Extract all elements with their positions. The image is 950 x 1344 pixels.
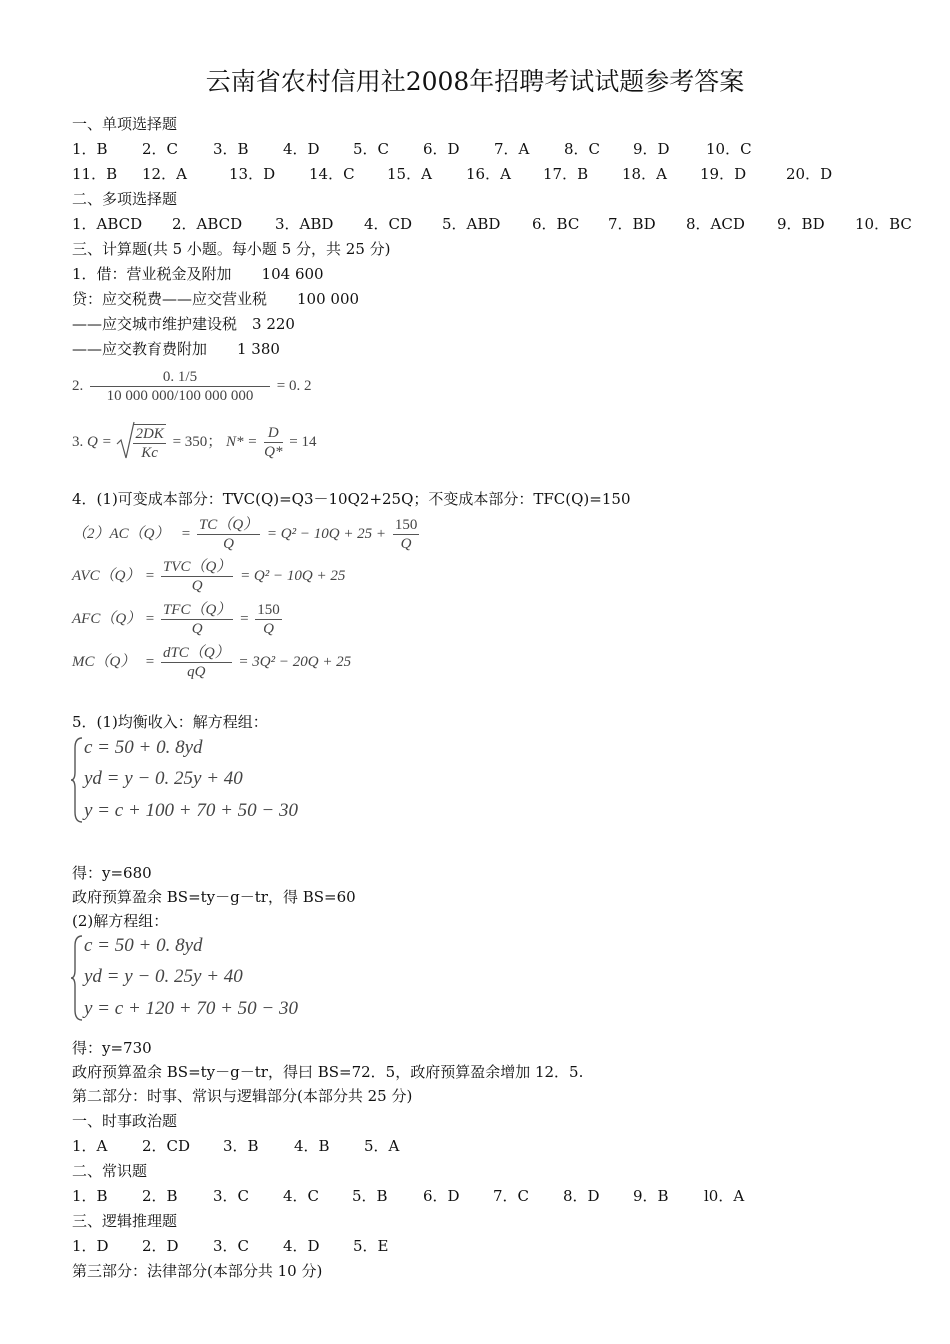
q4-afc-den: Q bbox=[191, 621, 203, 637]
part3-heading: 第三部分：法律部分(本部分共 10 分) bbox=[72, 1262, 323, 1280]
answer-item: 5．C bbox=[353, 140, 390, 158]
q5-bs-1: 政府预算盈余 BS=ty－g－tr，得 BS=60 bbox=[72, 888, 356, 906]
answer-item: 8．C bbox=[564, 140, 601, 158]
q4-ac-formula: （2）AC（Q） = $\frac{TC(Q)}{Q}$ = Q² − 10Q + 25 + $\frac{150}{Q}$ bbox=[72, 517, 418, 552]
answer-item: 9．B bbox=[633, 1187, 669, 1205]
system1-eq-2: yd = y − 0. 25y + 40 bbox=[84, 768, 243, 789]
q4-avc-formula: AVC（Q） = $\frac{\text{TVC（Q）}}{Q}$ = Q² − 10Q + 25 bbox=[72, 559, 346, 594]
answer-item: 18．A bbox=[622, 165, 667, 183]
answer-item: 16．A bbox=[466, 165, 511, 183]
answer-item: 14．C bbox=[309, 165, 355, 183]
answer-item: 4．D bbox=[283, 1237, 320, 1255]
q4-avc-lhs: AVC（Q） bbox=[72, 567, 141, 584]
answer-item: 6．D bbox=[423, 1187, 460, 1205]
q4-mc-lhs: MC（Q） bbox=[72, 653, 136, 670]
q4-mc-formula: MC（Q） = $\frac{\text{dTC（Q）}}{qQ}$ = 3Q² − 20Q + 25 bbox=[72, 645, 352, 680]
answer-item: 2．B bbox=[142, 1187, 178, 1205]
answer-item: 9．D bbox=[633, 140, 670, 158]
q2-fraction bbox=[90, 368, 270, 405]
answer-item: 1．A bbox=[72, 1137, 108, 1155]
answer-item: 19．D bbox=[700, 165, 747, 183]
answer-item: 2．C bbox=[142, 140, 179, 158]
q3-result-1: = 350； bbox=[172, 433, 223, 450]
q2-denominator: 10 000 000/100 000 000 bbox=[106, 388, 254, 404]
answer-item: 3．C bbox=[213, 1187, 250, 1205]
answer-item: 20．D bbox=[786, 165, 833, 183]
answer-item: 5．ABD bbox=[442, 215, 501, 233]
answer-item: 6．D bbox=[423, 140, 460, 158]
q3-label: 3. bbox=[72, 433, 84, 450]
q5-line-1: 5．(1)均衡收入：解方程组： bbox=[72, 713, 268, 731]
q4-afc-den-2: Q bbox=[263, 621, 274, 637]
answer-item: 3．B bbox=[213, 140, 249, 158]
section-heading-current-affairs: 一、时事政治题 bbox=[72, 1112, 178, 1130]
answer-item: 12．A bbox=[142, 165, 187, 183]
q4-afc-lhs: AFC（Q） bbox=[72, 610, 142, 627]
q3-nstar: N* = bbox=[226, 433, 258, 450]
page-title: 云南省农村信用社2008年招聘考试试题参考答案 bbox=[205, 67, 745, 96]
system2-eq-2: yd = y − 0. 25y + 40 bbox=[84, 966, 243, 987]
answer-item: 6．BC bbox=[532, 215, 580, 233]
answer-item: 1．B bbox=[72, 140, 108, 158]
answer-item: 3．C bbox=[213, 1237, 250, 1255]
answer-item: 5．E bbox=[353, 1237, 389, 1255]
answer-item: 8．D bbox=[563, 1187, 600, 1205]
system1-eq-3: y = c + 100 + 70 + 50 − 30 bbox=[84, 800, 298, 821]
section-heading-calculation: 三、计算题(共 5 小题。每小题 5 分，共 25 分) bbox=[72, 240, 391, 258]
q4-mc-fraction bbox=[161, 644, 232, 681]
q4-ac-num-2: 150 bbox=[394, 517, 418, 533]
q3-rad-den: Kc bbox=[141, 444, 158, 461]
q5-result-1: 得：y=680 bbox=[72, 864, 152, 882]
q4-ac-num: TC（Q） bbox=[198, 517, 259, 533]
q4-ac-lhs: （2）AC（Q） bbox=[72, 525, 170, 542]
brace-icon bbox=[70, 736, 84, 824]
q4-ac-fraction-2 bbox=[393, 516, 420, 553]
answer-item: 2．D bbox=[142, 1237, 179, 1255]
q4-afc-fraction bbox=[161, 601, 233, 638]
q3-fraction-2 bbox=[264, 424, 282, 461]
q2-label: 2. bbox=[72, 377, 84, 394]
q4-avc-fraction bbox=[161, 558, 233, 595]
section-heading-single-choice: 一、单项选择题 bbox=[72, 115, 178, 133]
answer-item: 3．ABD bbox=[275, 215, 334, 233]
q4-ac-den: Q bbox=[223, 536, 234, 552]
q4-mc-rhs: = 3Q² − 20Q + 25 bbox=[238, 653, 352, 670]
answer-item: 10．C bbox=[706, 140, 752, 158]
answer-item: 10．BC bbox=[855, 215, 912, 233]
answer-item: l0．A bbox=[704, 1187, 745, 1205]
q2-numerator: 0. 1/5 bbox=[90, 368, 270, 387]
answer-item: 2．ABCD bbox=[172, 215, 243, 233]
answer-item: 3．B bbox=[223, 1137, 259, 1155]
q4-ac-fraction bbox=[197, 516, 260, 553]
q2-formula bbox=[72, 368, 311, 405]
system2-eq-3: y = c + 120 + 70 + 50 − 30 bbox=[84, 998, 298, 1019]
answer-item: 2．CD bbox=[142, 1137, 191, 1155]
answer-item: 9．BD bbox=[777, 215, 825, 233]
q4-afc-fraction-2 bbox=[255, 601, 282, 638]
brace-icon bbox=[70, 934, 84, 1022]
answer-item: 1．B bbox=[72, 1187, 108, 1205]
section-heading-multi-choice: 二、多项选择题 bbox=[72, 190, 178, 208]
q5-bs-2: 政府预算盈余 BS=ty－g－tr，得曰 BS=72．5，政府预算盈余增加 12．5. bbox=[72, 1063, 584, 1081]
q1-line-1: 1．借：营业税金及附加 104 600 bbox=[72, 265, 324, 283]
system1-eq-1: c = 50 + 0. 8yd bbox=[84, 737, 203, 758]
q4-line-1: 4．(1)可变成本部分：TVC(Q)=Q3－10Q2+25Q；不变成本部分：TFC(Q)=150 bbox=[72, 490, 631, 508]
section-heading-common-sense: 二、常识题 bbox=[72, 1162, 148, 1180]
answer-item: 1．D bbox=[72, 1237, 109, 1255]
q3-formula bbox=[72, 420, 316, 465]
q4-mc-den: qQ bbox=[187, 664, 206, 680]
q3-result-2: = 14 bbox=[289, 433, 317, 450]
q4-avc-num: TVC（Q） bbox=[162, 559, 232, 575]
answer-item: 4．C bbox=[283, 1187, 320, 1205]
answer-item: 5．A bbox=[364, 1137, 400, 1155]
q3-num-2: D bbox=[264, 424, 282, 443]
q4-ac-rhs: = Q² − 10Q + 25 + bbox=[266, 525, 387, 542]
answer-item: 4．CD bbox=[364, 215, 413, 233]
answer-item: 1．ABCD bbox=[72, 215, 143, 233]
q1-line-3: ——应交城市维护建设税 3 220 bbox=[72, 315, 295, 333]
q5-line-2: (2)解方程组： bbox=[72, 912, 169, 930]
answer-item: 7．A bbox=[494, 140, 530, 158]
answer-item: 15．A bbox=[387, 165, 432, 183]
answer-item: 7．C bbox=[493, 1187, 530, 1205]
q4-afc-formula: AFC（Q） = $\frac{\text{TFC（Q）}}{Q}$ = $\frac{150}{Q}$ bbox=[72, 602, 280, 637]
q4-afc-num: TFC（Q） bbox=[162, 602, 232, 618]
q3-radicand bbox=[133, 424, 165, 462]
system2-eq-1: c = 50 + 0. 8yd bbox=[84, 935, 203, 956]
answer-item: 11．B bbox=[72, 165, 118, 183]
q4-avc-den: Q bbox=[191, 578, 203, 594]
q3-q: Q = bbox=[87, 433, 112, 450]
answer-item: 13．D bbox=[229, 165, 276, 183]
answer-item: 17．B bbox=[543, 165, 589, 183]
answer-item: 7．BD bbox=[608, 215, 656, 233]
q4-avc-rhs: = Q² − 10Q + 25 bbox=[240, 567, 346, 584]
section-heading-logic: 三、逻辑推理题 bbox=[72, 1212, 178, 1230]
sqrt-symbol bbox=[115, 420, 135, 465]
q4-ac-den-2: Q bbox=[400, 536, 412, 552]
answer-item: 4．B bbox=[294, 1137, 330, 1155]
q5-result-2: 得：y=730 bbox=[72, 1039, 152, 1057]
q1-line-2: 贷：应交税费——应交营业税 100 000 bbox=[72, 290, 360, 308]
answer-item: 4．D bbox=[283, 140, 320, 158]
q3-rad-num: 2DK bbox=[135, 425, 164, 442]
q1-line-4: ——应交教育费附加 1 380 bbox=[72, 340, 280, 358]
q3-den-2: Q* bbox=[264, 444, 283, 460]
answer-item: 8．ACD bbox=[686, 215, 745, 233]
q4-afc-rhs: = bbox=[240, 610, 249, 627]
q2-result: = 0. 2 bbox=[276, 377, 312, 394]
q4-mc-num: dTC（Q） bbox=[162, 645, 230, 661]
answer-item: 5．B bbox=[352, 1187, 388, 1205]
part2-heading: 第二部分：时事、常识与逻辑部分(本部分共 25 分) bbox=[72, 1087, 413, 1105]
q4-afc-num-2: 150 bbox=[257, 602, 280, 618]
